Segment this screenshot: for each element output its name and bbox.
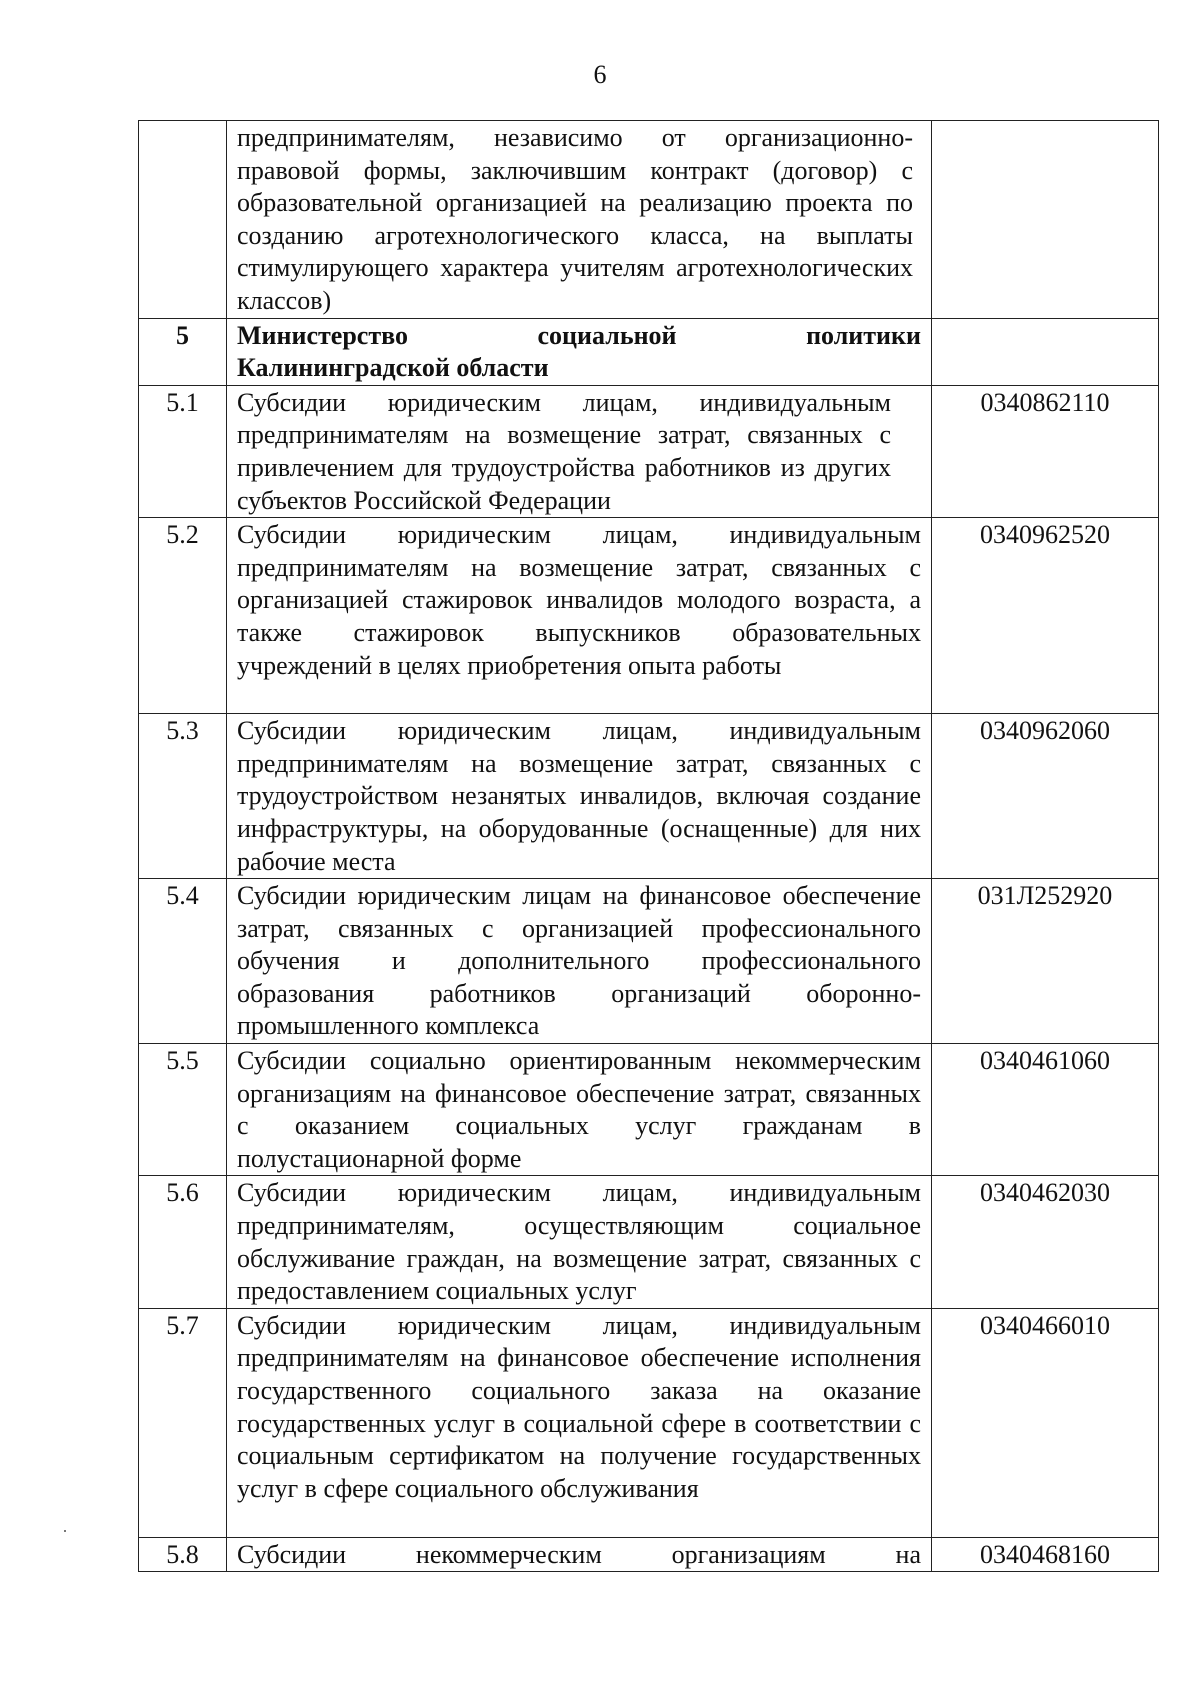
row-number: 5.1 [139,385,227,517]
ministry-name [227,318,932,385]
row-code: 0340468160 [932,1537,1159,1572]
table-row [139,879,1159,1044]
row-code: 0340462030 [932,1176,1159,1308]
row-description: Субсидии социально ориентированным некоммерческим организациям на финансовое обеспечение затрат, связанных с оказанием социальных услуг гражданам в полустационарной форме [227,1044,932,1176]
subsidies-table [138,120,1159,1572]
row-number: 5.5 [139,1044,227,1176]
row-number: 5.6 [139,1176,227,1308]
table-row [139,1537,1159,1572]
row-code [932,121,1159,319]
row-code: 0340466010 [932,1308,1159,1537]
table-row [139,714,1159,879]
row-description: Субсидии юридическим лицам на финансовое обеспечение затрат, связанных с организацией профессионального обучения и дополнительного профессионального образования работников организаций оборонно-промышленного комплекса [227,879,932,1044]
table-row [139,121,1159,319]
row-number: 5.7 [139,1308,227,1537]
table-row [139,385,1159,517]
table-row [139,518,1159,714]
row-description: Субсидии юридическим лицам, индивидуальным предпринимателям на возмещение затрат, связанных с привлечением для трудоустройства работников из других субъектов Российской Федерации [227,385,932,517]
row-description: Субсидии юридическим лицам, индивидуальным предпринимателям на возмещение затрат, связанных с организацией стажировок инвалидов молодого возраста, а также стажировок выпускников образовательных учреждений в целях приобретения опыта работы [227,518,932,714]
ministry-name-line1: Министерство социальной политики [237,320,921,350]
page-number: 6 [593,60,607,89]
row-code [932,318,1159,385]
row-code: 0340461060 [932,1044,1159,1176]
row-description: Субсидии юридическим лицам, индивидуальным предпринимателям на возмещение затрат, связанных с трудоустройством незанятых инвалидов, включая создание инфраструктуры, на оборудованные (оснащенные) для них рабочие места [227,714,932,879]
table-row [139,1044,1159,1176]
row-description: предпринимателям, независимо от организационно-правовой формы, заключившим контракт (договор) с образовательной организацией на реализацию проекта по созданию агротехнологического класса, на выплаты стимулирующего характера учителям агротехнологических классов) [227,121,932,319]
row-code: 031Л252920 [932,879,1159,1044]
row-number: 5.4 [139,879,227,1044]
table-row [139,1308,1159,1537]
row-number [139,121,227,319]
row-number: 5.8 [139,1537,227,1572]
row-description: Субсидии некоммерческим организациям на [227,1537,932,1572]
row-description: Субсидии юридическим лицам, индивидуальным предпринимателям на финансовое обеспечение исполнения государственного социального заказа на оказание государственных услуг в социальной сфере в соответствии с социальным сертификатом на получение государственных услуг в сфере социального обслуживания [227,1308,932,1537]
row-description: Субсидии юридическим лицам, индивидуальным предпринимателям, осуществляющим социальное обслуживание граждан, на возмещение затрат, связанных с предоставлением социальных услуг [227,1176,932,1308]
ministry-row [139,318,1159,385]
scan-speck [64,1530,66,1532]
row-code: 0340962060 [932,714,1159,879]
row-number: 5 [139,318,227,385]
row-code: 0340962520 [932,518,1159,714]
table-row [139,1176,1159,1308]
row-code: 0340862110 [932,385,1159,517]
ministry-name-line2: Калининградской области [237,353,549,383]
row-number: 5.2 [139,518,227,714]
row-number: 5.3 [139,714,227,879]
